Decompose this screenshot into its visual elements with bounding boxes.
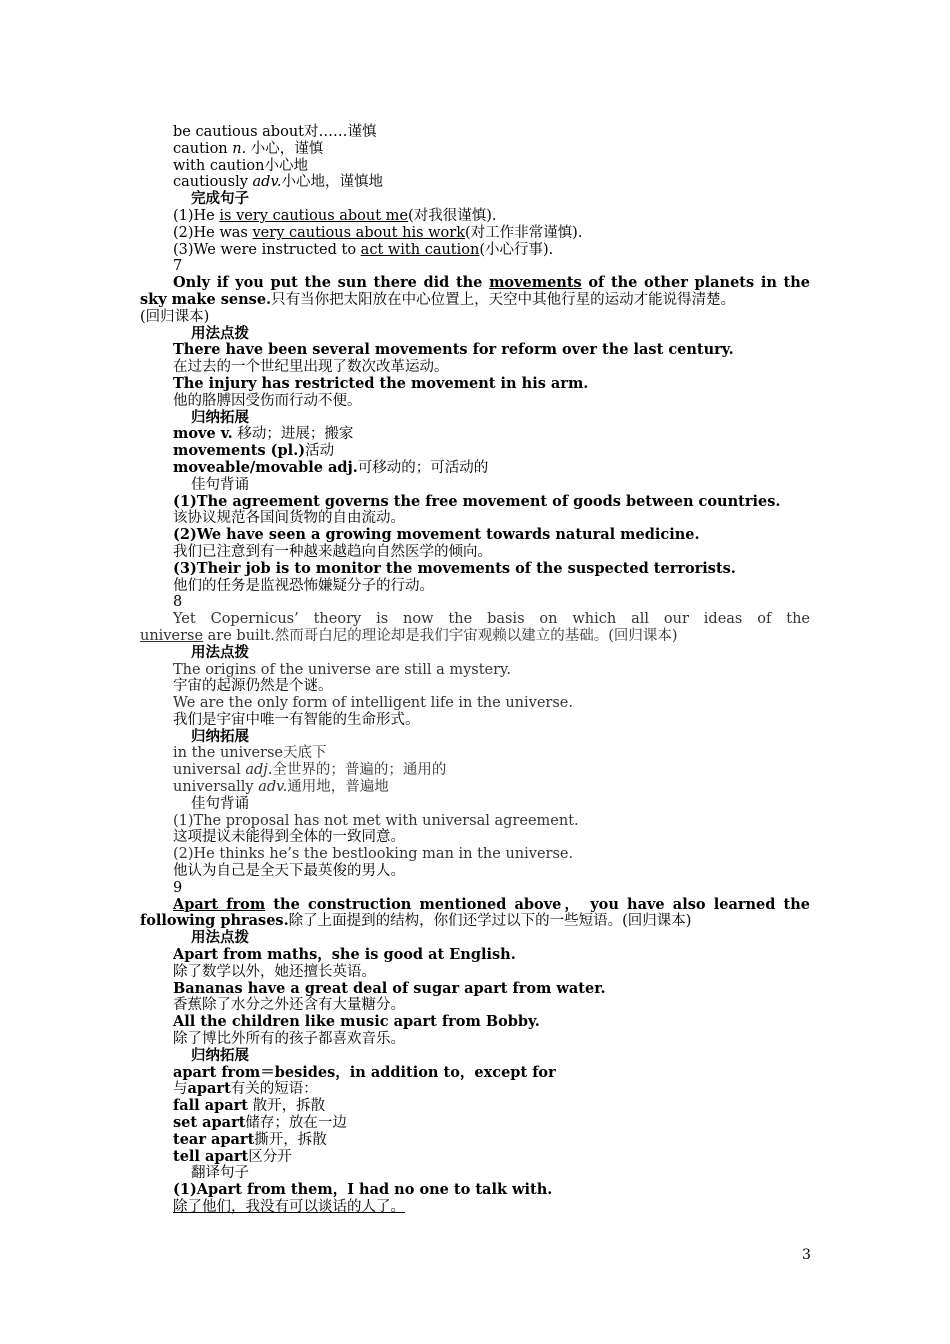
text-line [140,964,810,981]
text-segment: (3)Their job is to monitor the movements of the suspected terrorists. [173,559,736,577]
text-segment: tell apart [173,1147,249,1165]
text-segment: 归纳拓展 [191,1046,249,1064]
text-segment: 归纳拓展 [191,727,249,745]
text-segment: We are the only form of intelligent life in the universe. [173,695,573,712]
text-segment: are built.然而哥白尼的理论却是我们宇宙观赖以建立的基础。(回归课本) [203,627,678,644]
text-segment: 翻译句子 [191,1165,249,1182]
text-line [140,1182,810,1199]
text-line [140,426,810,443]
text-segment: sky make sense. [140,290,272,308]
text-segment: move v. [173,425,233,443]
text-segment: (1)He [173,207,220,224]
text-line [140,376,810,393]
text-line [140,359,810,376]
text-segment: 佳句背诵 [191,795,249,812]
text-line [140,393,810,410]
text-line [140,1081,810,1098]
text-segment: There have been several movements for reform over the last century. [173,341,734,359]
text-segment: 只有当你把太阳放在中心位置上，天空中其他行星的运动才能说得清楚。 [271,291,736,308]
text-line [140,1149,810,1166]
text-segment: is very cautious about me [219,207,409,224]
text-segment: 这项提议未能得到全体的一致同意。 [173,829,405,846]
text-line [140,796,810,813]
text-line [140,158,810,175]
text-line [140,443,810,460]
text-segment: adv. [258,779,288,796]
page-number: 3 [802,1247,811,1263]
text-segment: movements (pl.) [173,442,306,460]
text-segment: (1)Apart from them，I had no one to talk with. [173,1181,553,1199]
text-line [140,1199,810,1216]
text-line [140,544,810,561]
text-line [140,880,810,897]
text-segment: universally [173,779,259,796]
text-segment: 他们的任务是监视恐怖嫌疑分子的行动。 [173,577,434,594]
text-segment: 宇宙的起源仍然是个谜。 [173,678,333,695]
text-segment: 可移动的；可活动的 [357,459,489,476]
text-segment: (2)We have seen a growing movement towards natural medicine. [173,526,700,544]
text-line [140,494,810,511]
text-segment: moveable/movable adj. [173,458,358,476]
text-line [140,695,810,712]
text-segment: (2)He was [173,224,253,241]
text-segment: 他的胳膊因受伤而行动不便。 [173,392,362,409]
text-line [140,527,810,544]
text-segment: tear apart [173,1130,255,1148]
text-line [140,410,810,427]
text-segment: (2)He thinks he’s the bestlooking man in the universe. [173,846,574,863]
text-line [140,342,810,359]
text-segment: cautiously [173,174,253,191]
text-line [140,930,810,947]
text-segment: fall apart [173,1097,248,1115]
text-segment: Yet Copernicus’ theory is now the basis on which all our ideas of the [173,611,810,628]
text-line [140,124,810,141]
text-line [140,208,810,225]
text-line [140,712,810,729]
text-segment: the construction mentioned above， you have also learned the [265,895,811,913]
text-segment: 小心地，谨慎地 [281,174,384,191]
text-line [140,997,810,1014]
text-line [140,846,810,863]
text-line [140,242,810,259]
text-segment: Only if you put the sun there did the [173,274,490,292]
text-segment: in the universe天底下 [173,745,327,762]
text-segment: Bananas have a great deal of sugar apart from water. [173,979,606,997]
text-segment: 除了数学以外，她还擅长英语。 [173,963,376,980]
text-segment: 通用地，普遍地 [287,779,389,796]
text-segment: 除了上面提到的结构，你们还学过以下的一些短语。(回归课本) [288,913,692,930]
text-segment: The injury has restricted the movement in his arm. [173,374,589,392]
text-segment: 除了他们，我没有可以谈话的人了。 [173,1199,405,1215]
text-segment: 他认为自己是全天下最英俊的男人。 [173,863,405,880]
text-segment: 我们是宇宙中唯一有智能的生命形式。 [173,711,420,728]
text-segment: with caution小心地 [173,157,308,174]
text-line [140,258,810,275]
text-line [140,897,810,914]
text-line [140,1031,810,1048]
text-line [140,191,810,208]
text-segment: 储存；放在一边 [245,1115,347,1132]
text-segment: 与 [173,1081,188,1098]
text-segment: caution [173,140,233,157]
text-segment: 7 [173,258,183,275]
text-segment: set apart [173,1114,246,1132]
text-segment: 我们已注意到有一种越来越趋向自然医学的倾向。 [173,543,492,560]
text-segment: apart from＝besides，in addition to，except for [173,1063,556,1081]
text-segment: 佳句背诵 [191,476,249,493]
text-segment: 在过去的一个世纪里出现了数次改革运动。 [173,359,449,376]
text-line [140,1048,810,1065]
text-segment: 用法点拨 [191,929,249,947]
text-segment: All the children like music apart from Bobby. [173,1013,540,1031]
text-line [140,174,810,191]
text-segment: Apart from [173,895,266,913]
text-segment: (1)The agreement governs the free movement of goods between countries. [173,492,781,510]
text-line [140,762,810,779]
text-line [140,779,810,796]
text-segment: 香蕉除了水分之外还含有大量糖分。 [173,997,405,1014]
text-line [140,628,810,645]
text-segment: 活动 [305,443,335,460]
text-segment: (对工作非常谨慎). [465,224,583,241]
text-segment: (小心行事). [479,241,554,258]
text-segment: adv. [252,174,282,191]
text-segment: 移动；进展；搬家 [232,426,354,443]
text-segment: 归纳拓展 [191,408,249,426]
text-line [140,1132,810,1149]
text-line [140,829,810,846]
text-line [140,913,810,930]
text-segment: adj. [245,762,273,779]
text-line [140,141,810,158]
text-segment: very cautious about his work [252,224,465,241]
text-line [140,275,810,292]
document-page [140,124,810,1216]
text-line [140,1165,810,1182]
text-segment: 撕开，拆散 [254,1131,327,1148]
text-line [140,578,810,595]
text-segment: universal [173,762,246,779]
text-line [140,1014,810,1031]
text-line [140,292,810,309]
text-segment: 全世界的；普遍的；通用的 [272,762,447,779]
text-segment: 散开，拆散 [247,1098,326,1115]
text-line [140,813,810,830]
text-segment: universe [140,627,204,644]
text-line [140,981,810,998]
text-segment: 小心，谨慎 [246,140,324,157]
text-line [140,745,810,762]
text-segment: of the other planets in the [581,274,810,292]
text-line [140,678,810,695]
text-line [140,729,810,746]
text-segment: 完成句子 [191,190,249,208]
text-segment: 8 [173,594,183,611]
text-segment: (对我很谨慎). [408,207,497,224]
text-segment: 该协议规范各国间货物的自由流动。 [173,510,405,527]
text-segment: 用法点拨 [191,324,249,342]
text-line [140,1115,810,1132]
text-line [140,645,810,662]
text-line [140,863,810,880]
text-line [140,594,810,611]
text-segment: 除了博比外所有的孩子都喜欢音乐。 [173,1031,405,1048]
text-line [140,477,810,494]
text-line [140,1098,810,1115]
text-line [140,326,810,343]
text-segment: (1)The proposal has not met with universal agreement. [173,812,579,829]
text-segment: 用法点拨 [191,643,249,661]
text-segment: act with caution [360,241,480,258]
text-segment: 9 [173,879,183,896]
text-segment: (回归课本) [140,308,210,325]
text-segment: 有关的短语： [230,1081,318,1098]
text-segment: (3)We were instructed to [173,241,361,258]
text-segment: Apart from maths，she is good at English. [173,946,516,964]
text-line [140,947,810,964]
text-line [140,510,810,527]
text-line [140,561,810,578]
text-segment: n. [232,140,247,157]
text-line [140,309,810,326]
text-line [140,225,810,242]
text-line [140,662,810,679]
text-line [140,460,810,477]
text-segment: be cautious about对……谨慎 [173,124,377,140]
text-segment: following phrases. [140,912,289,930]
text-segment: apart [187,1080,231,1098]
text-segment: 区分开 [248,1148,292,1165]
text-line [140,611,810,628]
text-line [140,1065,810,1082]
text-segment: movements [489,274,582,292]
text-segment: The origins of the universe are still a mystery. [173,661,511,678]
